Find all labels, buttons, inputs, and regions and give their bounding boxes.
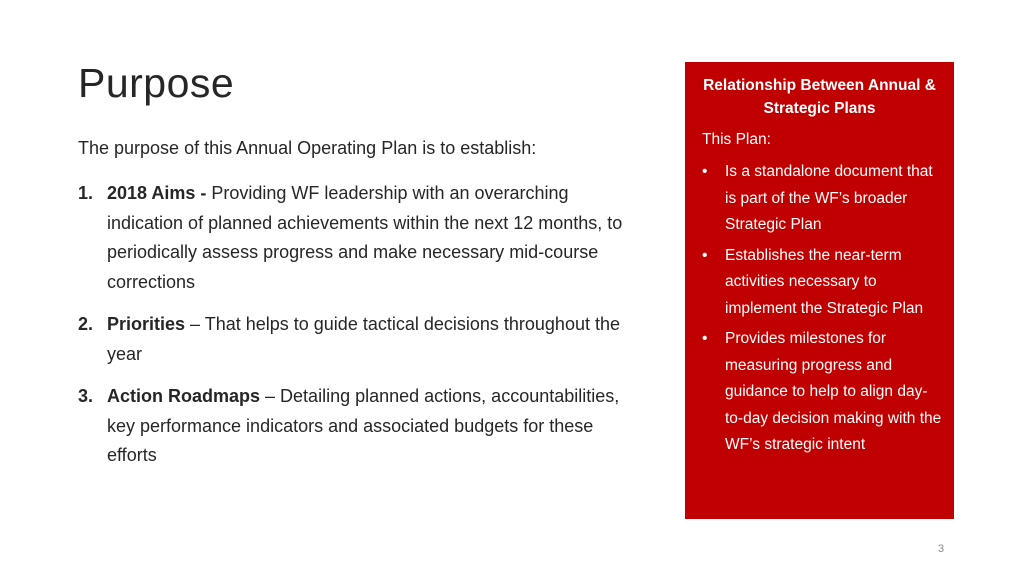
panel-bullet-list (702, 159, 942, 463)
bullet-icon: • (702, 246, 708, 264)
list-item-number: 3. (78, 386, 94, 406)
list-item (78, 382, 638, 471)
list-item-heading: Action Roadmaps (107, 386, 261, 406)
panel-bullet-item (702, 326, 942, 459)
panel-bullet-text: Is a standalone document that is part of the WF’s broader Strategic Plan (725, 163, 933, 233)
slide-title: Purpose (78, 60, 235, 106)
list-item-number: 2. (78, 314, 94, 334)
panel-bullet-item (702, 159, 942, 239)
list-item-number: 1. (78, 183, 94, 203)
list-item-text: Providing WF leadership with an overarching indication of planned achievements within the next 12 months, to periodically assess progress and make necessary mid-course corrections (107, 183, 623, 292)
list-item-text: – Detailing planned actions, accountabilities, key performance indicators and associated budgets for these efforts (107, 386, 620, 465)
panel-title: Relationship Between Annual & Strategic Plans (703, 77, 936, 117)
relationship-panel (685, 62, 954, 519)
purpose-list (78, 179, 638, 484)
bullet-icon: • (702, 163, 708, 180)
list-item-heading: 2018 Aims - (107, 183, 207, 203)
list-item-text: – That helps to guide tactical decisions throughout the year (107, 314, 620, 364)
intro-text: The purpose of this Annual Operating Plan is to establish: (78, 138, 537, 158)
panel-subtitle: This Plan: (702, 131, 771, 148)
panel-bullet-text: Establishes the near-term activities necessary to implement the Strategic Plan (725, 246, 924, 317)
bullet-icon: • (702, 330, 708, 347)
panel-bullet-item (702, 243, 942, 323)
list-item-heading: Priorities (107, 314, 186, 334)
list-item (78, 310, 638, 369)
panel-bullet-text: Provides milestones for measuring progress and guidance to help to align day-to-day decision making with the WF’s strategic intent (725, 330, 942, 453)
list-item (78, 179, 638, 297)
page-number: 3 (938, 543, 945, 555)
